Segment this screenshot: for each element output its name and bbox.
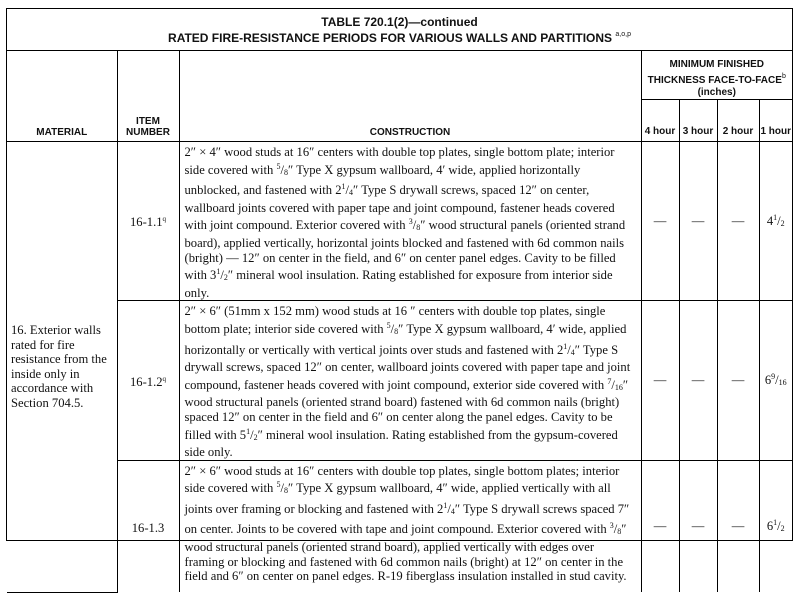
header-material: MATERIAL xyxy=(7,50,117,142)
header-construction: CONSTRUCTION xyxy=(179,50,641,142)
fire-resistance-table xyxy=(6,8,793,584)
header-1-hour: 1 hour xyxy=(759,100,792,142)
table-row xyxy=(7,301,792,460)
title-footnote: a,o,p xyxy=(615,31,631,38)
value-3-hour: — xyxy=(679,301,717,460)
item-number-cell: 16-1.1$^q$ xyxy=(117,142,179,301)
item-number-cell: 16-1.3 xyxy=(117,460,179,592)
construction-cell: 2″ × 6″ wood studs at 16″ centers with double top plates, single bottom plates; interior side covered with $^5/_8''$ Type X gypsum wallboard, 4″ wide, applied vertically with all joints over framing or blocking and fastened with $2^1/_4''$ Type S drywall screws spaced 7″ on center. Joints to be covered with tape and joint compound. Exterior covered with $^3/_8''$ wood structural panels (oriented strand board), applied vertically with edges over framing or blocking and fastened with 6d common nails (bright) at 12″ on center in the field and 6″ on center on panel edges. R-19 fiberglass insulation installed in stud cavity. xyxy=(179,460,641,592)
header-2-hour: 2 hour xyxy=(717,100,759,142)
value-1-hour: $6^1/_2$ xyxy=(759,460,792,592)
material-cell: 16. Exterior walls rated for fire resistance from the inside only in accordance with Section 704.5. xyxy=(7,142,117,593)
table-row xyxy=(7,142,792,301)
value-2-hour: — xyxy=(717,142,759,301)
value-4-hour: — xyxy=(641,142,679,301)
header-item-number: ITEM NUMBER xyxy=(117,50,179,142)
value-4-hour: — xyxy=(641,460,679,592)
value-3-hour: — xyxy=(679,142,717,301)
value-1-hour: $6^9/_{16}$ xyxy=(759,301,792,460)
header-3-hour: 3 hour xyxy=(679,100,717,142)
table-subtitle: RATED FIRE-RESISTANCE PERIODS FOR VARIOUS WALLS AND PARTITIONS $^{a,o,p}$ xyxy=(168,31,631,45)
value-4-hour: — xyxy=(641,301,679,460)
value-2-hour: — xyxy=(717,301,759,460)
construction-cell: 2″ × 4″ wood studs at 16″ centers with double top plates, single bottom plate; interior side covered with $^5/_8''$ Type X gypsum wallboard, 4′ wide, applied horizontally unblocked, and fastened with $2^1/_4''$ Type S drywall screws, spaced 12″ on center, wallboard joints covered with paper tape and joint compound, fastener heads covered with joint compound. Exterior covered with $^3/_8''$ wood structural panels (oriented strand board), applied vertically, horizontal joints blocked and fastened with 6d common nails (bright) — 12″ on center in the field, and 6″ on center panel edges. Cavity to be filled with $3^1/_2''$ mineral wool insulation. Rating established for exposure from interior side only. xyxy=(179,142,641,301)
table-row xyxy=(7,460,792,592)
value-2-hour: — xyxy=(717,460,759,592)
table-title-block xyxy=(7,9,792,51)
table-title: TABLE 720.1(2)—continued xyxy=(321,15,478,29)
value-3-hour: — xyxy=(679,460,717,592)
construction-cell: 2″ × 6″ (51mm x 152 mm) wood studs at 16 ″ centers with double top plates, single bottom plate; interior side covered with $^5/_8''$ Type X gypsum wallboard, 4′ wide, applied horizontally or vertically with vertical joints over studs and fastened with $2^1/_4''$ Type S drywall screws, spaced 12″ on center, wallboard joints covered with paper tape and joint compound, fastener heads covered with joint compound, exterior side covered with $^7/_{16}''$ wood structural panels (oriented strand board) fastened with 6d common nails (bright) spaced 12″ on center in the field and 6″ on center along the panel edges. Cavity to be filled with $5^1/_2''$ mineral wool insulation. Rating established from the gypsum-covered side only. xyxy=(179,301,641,460)
header-4-hour: 4 hour xyxy=(641,100,679,142)
value-1-hour: $4^1/_2$ xyxy=(759,142,792,301)
header-min-thickness: MINIMUM FINISHED THICKNESS FACE-TO-FACE$^b$ (inches) xyxy=(641,50,792,100)
item-number-cell: 16-1.2$^q$ xyxy=(117,301,179,460)
data-grid xyxy=(7,50,792,593)
